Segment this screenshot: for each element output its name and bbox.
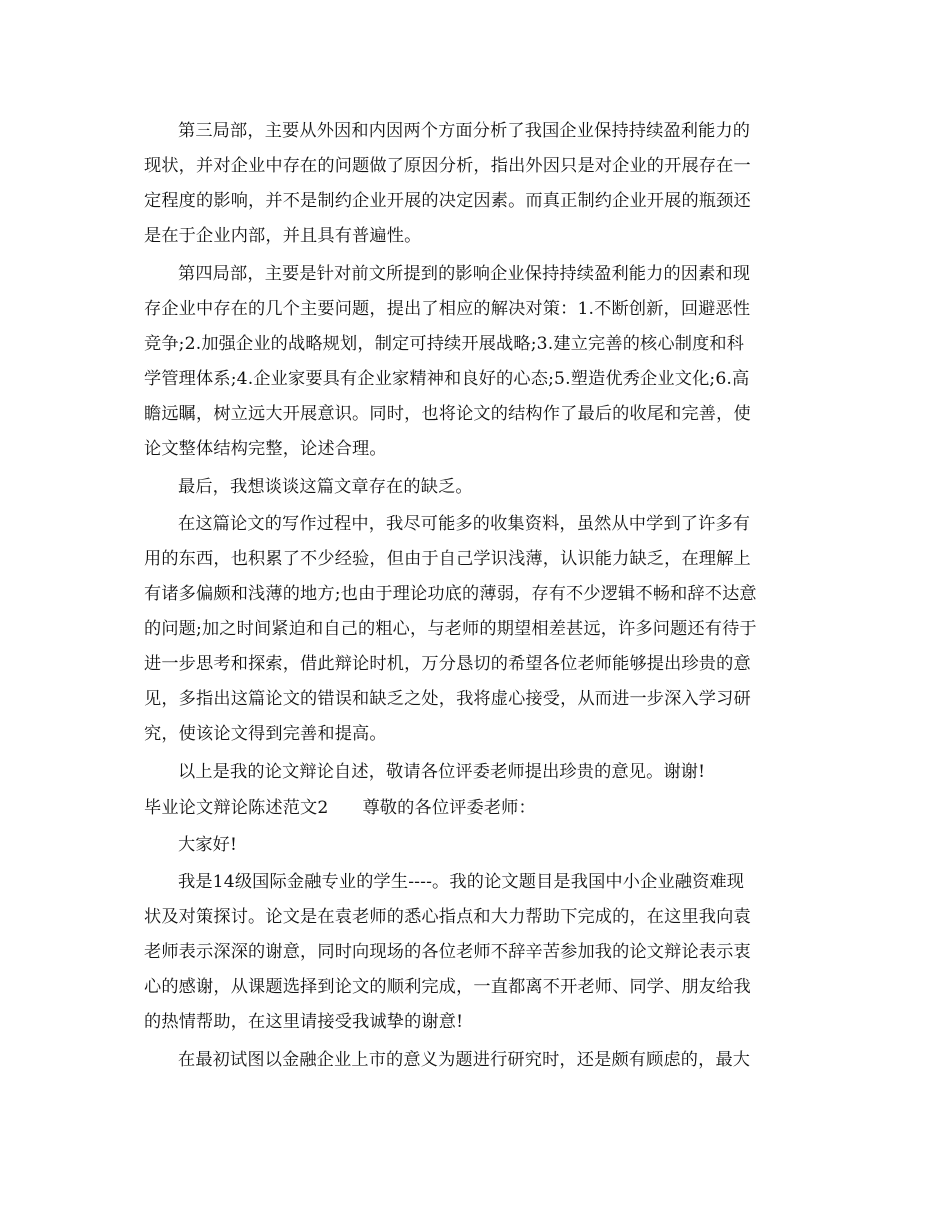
- text-line: 心的感谢，从课题选择到论文的顺利完成，一直都离不开老师、同学、朋友给我: [144, 977, 751, 997]
- text-line: 的问题;加之时间紧迫和自己的粗心，与老师的期望相差甚远，许多问题还有待于: [144, 619, 757, 639]
- text-line: 的热情帮助，在这里请接受我诚挚的谢意!: [144, 1012, 464, 1032]
- text-line: 进一步思考和探索，借此辩论时机，万分恳切的希望各位老师能够提出珍贵的意: [144, 654, 751, 674]
- section-heading: [144, 797, 824, 819]
- text-line: 在最初试图以金融企业上市的意义为题进行研究时，还是颇有顾虑的，最大: [178, 1050, 751, 1070]
- text-line: 以上是我的论文辩论自述，敬请各位评委老师提出珍贵的意见。谢谢!: [178, 762, 706, 782]
- text-line: 存企业中存在的几个主要问题，提出了相应的解决对策：1.不断创新，回避恶性: [144, 299, 751, 319]
- text-line: 在这篇论文的写作过程中，我尽可能多的收集资料，虽然从中学到了许多有: [178, 514, 751, 534]
- text-line: 瞻远瞩，树立远大开展意识。同时，也将论文的结构作了最后的收尾和完善，使: [144, 404, 751, 424]
- text-line: 状及对策探讨。论文是在袁老师的悉心指点和大力帮助下完成的，在这里我向袁: [144, 907, 751, 927]
- text-line: 定程度的影响，并不是制约企业开展的决定因素。而真正制约企业开展的瓶颈还: [144, 191, 751, 211]
- text-line: 最后，我想谈谈这篇文章存在的缺乏。: [178, 477, 473, 497]
- text-line: 老师表示深深的谢意，同时向现场的各位老师不辞辛苦参加我的论文辩论表示衷: [144, 942, 751, 962]
- text-line: 竞争;2.加强企业的战略规划，制定可持续开展战略;3.建立完善的核心制度和科: [144, 334, 745, 354]
- text-line: 学管理体系;4.企业家要具有企业家精神和良好的心态;5.塑造优秀企业文化;6.高: [144, 369, 750, 389]
- salutation: 尊敬的各位评委老师：: [362, 798, 536, 818]
- text-line: 是在于企业内部，并且具有普遍性。: [144, 226, 422, 246]
- text-line: 有诸多偏颇和浅薄的地方;也由于理论功底的薄弱，存有不少逻辑不畅和辞不达意: [144, 584, 757, 604]
- text-line: 第四局部，主要是针对前文所提到的影响企业保持持续盈利能力的因素和现: [178, 264, 751, 284]
- text-line: 大家好!: [178, 835, 238, 855]
- text-line: 用的东西，也积累了不少经验，但由于自己学识浅薄，认识能力缺乏，在理解上: [144, 549, 751, 569]
- text-line: 究，使该论文得到完善和提高。: [144, 724, 387, 744]
- text-line: 现状，并对企业中存在的问题做了原因分析，指出外因只是对企业的开展存在一: [144, 156, 751, 176]
- text-line: 第三局部，主要从外因和内因两个方面分析了我国企业保持持续盈利能力的: [178, 121, 751, 141]
- text-line: 论文整体结构完整，论述合理。: [144, 439, 387, 459]
- text-line: 见，多指出这篇论文的错误和缺乏之处，我将虚心接受，从而进一步深入学习研: [144, 689, 751, 709]
- text-line: 我是14级国际金融专业的学生----。我的论文题目是我国中小企业融资难现: [178, 872, 745, 892]
- section-title: 毕业论文辩论陈述范文2: [144, 798, 329, 818]
